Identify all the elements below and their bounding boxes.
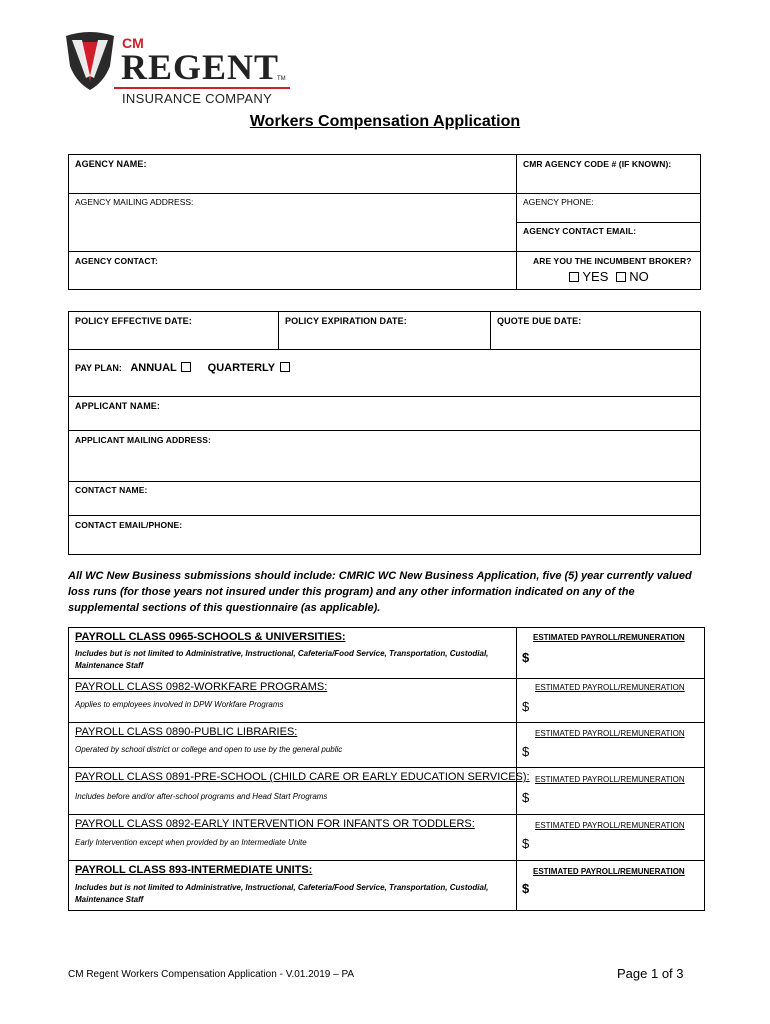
payroll-amount-field[interactable]: $ bbox=[522, 836, 530, 851]
payroll-class-desc: Operated by school district or college and open to use by the general public bbox=[75, 745, 343, 754]
broker-yes-label: YES bbox=[582, 269, 609, 284]
payroll-class-title: PAYROLL CLASS 0892-EARLY INTERVENTION FOR INFANTS OR TODDLERS: bbox=[75, 818, 475, 830]
quarterly-label: QUARTERLY bbox=[207, 362, 276, 374]
policy-effective-label: POLICY EFFECTIVE DATE: bbox=[75, 316, 192, 326]
logo-company: INSURANCE COMPANY bbox=[122, 91, 273, 106]
payroll-class-title: PAYROLL CLASS 0891-PRE-SCHOOL (CHILD CARE OR EARLY EDUCATION SERVICES): bbox=[75, 771, 530, 783]
agency-email-label: AGENCY CONTACT EMAIL: bbox=[523, 226, 637, 236]
annual-label: ANNUAL bbox=[130, 362, 177, 374]
payroll-class-desc: Includes but is not limited to Administrative, Instructional, Cafeteria/Food Service, Transportation, Custodial, Maintenance Staff bbox=[75, 883, 489, 904]
page-number: Page 1 of 3 bbox=[617, 966, 684, 981]
estimated-payroll-label: ESTIMATED PAYROLL/REMUNERATION bbox=[535, 821, 685, 830]
agency-code-label: CMR AGENCY CODE # (IF KNOWN): bbox=[523, 159, 672, 169]
payroll-class-title: PAYROLL CLASS 0982-WORKFARE PROGRAMS: bbox=[75, 681, 328, 693]
pay-plan-row bbox=[75, 358, 290, 376]
logo-regent: REGENT bbox=[121, 47, 280, 87]
estimated-payroll-label: ESTIMATED PAYROLL/REMUNERATION bbox=[533, 633, 685, 642]
payroll-class-desc: Includes but is not limited to Administrative, Instructional, Cafeteria/Food Service, Transportation, Custodial, Maintenance Staff bbox=[75, 649, 489, 670]
payroll-class-desc: Includes before and/or after-school programs and Head Start Programs bbox=[75, 792, 328, 801]
payroll-class-desc: Early Intervention except when provided by an Intermediate Unite bbox=[75, 838, 307, 847]
incumbent-broker-label: ARE YOU THE INCUMBENT BROKER? bbox=[533, 256, 692, 266]
logo-rule bbox=[114, 87, 290, 89]
broker-yes-checkbox[interactable] bbox=[569, 272, 579, 282]
payroll-amount-field[interactable]: $ bbox=[522, 744, 530, 759]
payroll-class-title: PAYROLL CLASS 0965-SCHOOLS & UNIVERSITIES: bbox=[75, 631, 346, 643]
policy-expiration-label: POLICY EXPIRATION DATE: bbox=[285, 316, 407, 326]
estimated-payroll-label: ESTIMATED PAYROLL/REMUNERATION bbox=[535, 683, 685, 692]
submission-notice: All WC New Business submissions should include: CMRIC WC New Business Application, five (5) year currently valued loss runs (for those years not insured under this program) and any other information indicated on any of the supplemental sections of this questionnaire (as applicable). bbox=[68, 570, 692, 614]
applicant-mailing-label: APPLICANT MAILING ADDRESS: bbox=[75, 435, 211, 445]
estimated-payroll-label: ESTIMATED PAYROLL/REMUNERATION bbox=[535, 729, 685, 738]
payroll-amount-field[interactable]: $ bbox=[522, 699, 530, 714]
agency-mailing-label: AGENCY MAILING ADDRESS: bbox=[75, 197, 194, 207]
payroll-class-desc: Applies to employees involved in DPW Workfare Programs bbox=[75, 700, 284, 709]
applicant-section bbox=[68, 396, 701, 555]
company-logo bbox=[64, 32, 294, 108]
broker-no-checkbox[interactable] bbox=[616, 272, 626, 282]
payroll-class-title: PAYROLL CLASS 0890-PUBLIC LIBRARIES: bbox=[75, 726, 298, 738]
contact-email-label: CONTACT EMAIL/PHONE: bbox=[75, 520, 183, 530]
estimated-payroll-label: ESTIMATED PAYROLL/REMUNERATION bbox=[533, 867, 685, 876]
footer-version: CM Regent Workers Compensation Application - V.01.2019 – PA bbox=[68, 969, 355, 980]
contact-name-label: CONTACT NAME: bbox=[75, 485, 148, 495]
pay-plan-label: PAY PLAN: bbox=[75, 363, 122, 373]
broker-options bbox=[569, 269, 649, 284]
agency-name-label: AGENCY NAME: bbox=[75, 159, 147, 169]
broker-no-label: NO bbox=[629, 269, 649, 284]
payroll-amount-field[interactable]: $ bbox=[522, 790, 530, 805]
payroll-amount-field[interactable]: $ bbox=[522, 881, 530, 896]
shield-icon bbox=[64, 32, 116, 94]
estimated-payroll-label: ESTIMATED PAYROLL/REMUNERATION bbox=[535, 775, 685, 784]
agency-contact-label: AGENCY CONTACT: bbox=[75, 256, 158, 266]
agency-phone-label: AGENCY PHONE: bbox=[523, 197, 594, 207]
applicant-name-label: APPLICANT NAME: bbox=[75, 401, 160, 411]
quote-due-label: QUOTE DUE DATE: bbox=[497, 316, 582, 326]
page-title: Workers Compensation Application bbox=[249, 113, 521, 130]
quarterly-checkbox[interactable] bbox=[280, 362, 290, 372]
payroll-amount-field[interactable]: $ bbox=[522, 650, 530, 665]
payroll-class-title: PAYROLL CLASS 893-INTERMEDIATE UNITS: bbox=[75, 864, 313, 876]
logo-tm: TM bbox=[277, 76, 286, 82]
logo-cm: CM bbox=[122, 35, 144, 51]
annual-checkbox[interactable] bbox=[181, 362, 191, 372]
